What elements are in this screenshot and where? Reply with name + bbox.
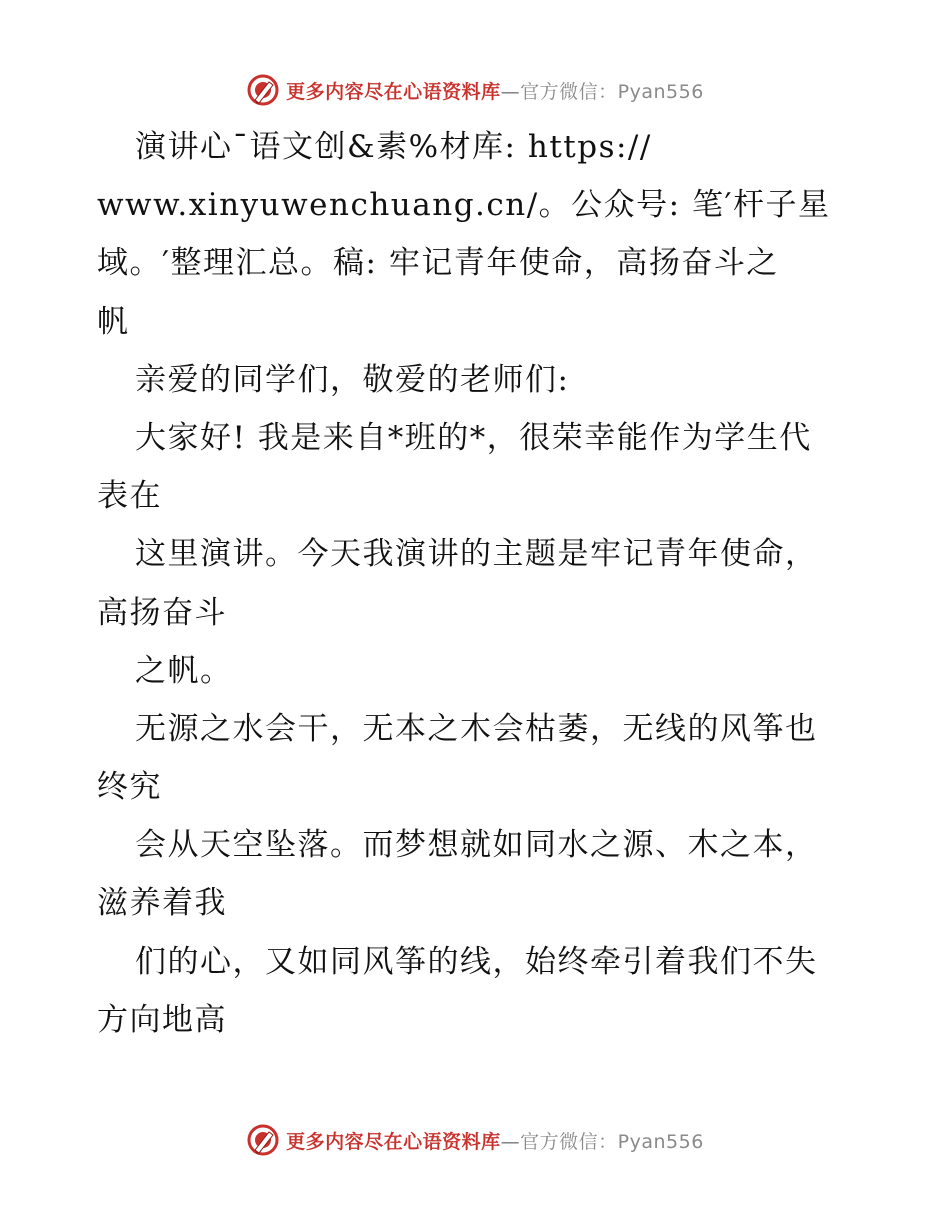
body-line: 亲爱的同学们，敬爱的老师们: <box>135 361 570 398</box>
pen-logo-icon <box>246 73 280 107</box>
body-line: 之帆。 <box>135 652 233 689</box>
body-line: 域。′整理汇总。稿: 牢记青年使命，高扬奋斗之 <box>97 245 779 282</box>
header-banner <box>0 70 950 110</box>
body-line: 高扬奋斗 <box>97 594 227 631</box>
document-body <box>97 118 877 1049</box>
body-line: 这里演讲。今天我演讲的主题是牢记青年使命， <box>135 536 818 573</box>
body-line: 滋养着我 <box>97 885 227 922</box>
footer-banner <box>0 1120 950 1160</box>
body-line: 方向地高 <box>97 1001 227 1038</box>
body-line: 会从天空坠落。而梦想就如同水之源、木之本， <box>135 827 818 864</box>
header-banner-main: 更多内容尽在心语资料库 <box>286 80 501 103</box>
body-line: 无源之水会干，无本之木会枯萎，无线的风筝也 <box>135 710 818 747</box>
body-line: 演讲心¯语文创&素%材库: https:// <box>135 129 652 165</box>
header-banner-contact: 官方微信：Pyan556 <box>520 80 704 103</box>
footer-banner-separator: — <box>500 1130 521 1153</box>
header-banner-separator: — <box>500 80 521 103</box>
footer-banner-contact: 官方微信：Pyan556 <box>520 1130 704 1153</box>
header-banner-text <box>286 77 704 104</box>
body-line: 终究 <box>97 769 162 806</box>
body-line: www.xinyuwenchuang.cn/。公众号: 笔′杆子星 <box>97 187 831 224</box>
footer-banner-text <box>286 1127 704 1154</box>
body-line: 表在 <box>97 478 162 515</box>
body-line: 们的心，又如同风筝的线，始终牵引着我们不失 <box>135 943 818 980</box>
pen-logo-icon <box>246 1123 280 1157</box>
body-line: 帆 <box>97 303 130 340</box>
body-line: 大家好! 我是来自*班的*，很荣幸能作为学生代 <box>135 419 812 456</box>
footer-banner-main: 更多内容尽在心语资料库 <box>286 1130 501 1153</box>
